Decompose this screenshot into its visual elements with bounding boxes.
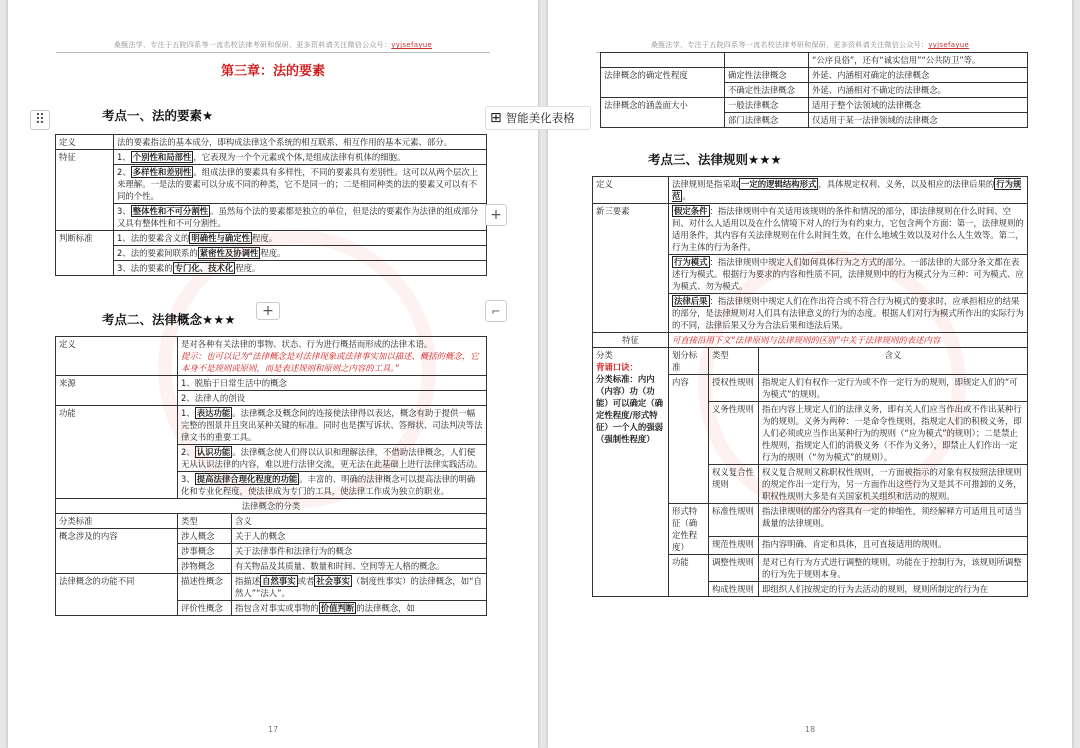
table-row [56,261,487,276]
page-18 [548,0,1072,748]
class-standard: 内容 [669,375,709,504]
class-meaning: 指内容明确、肯定和具体，且可直接适用的规则。 [759,536,1028,554]
function-item: 1、 表达功能 。法律概念及概念间的连接使法律得以表达，概念有助于提供一幅完整的图景并且突出某种关键的标准。同时也是撰写诉状、答辩状、司法判决等法律文书的重要工具。 [178,406,487,445]
mnemonic-title: 背诵口诀： [596,362,638,372]
table-row [601,98,1028,113]
definition-note: 提示：也可以记为“法律概念是对法律现象或法律事实加以描述、概括的概念，它本身不是规则或原则，而是表述规则和原则之内容的工具。” [181,351,479,373]
header-divider [56,52,490,53]
cell-text: 法律规则是指采取 一定的逻辑结构形式 ，具体规定权利、义务，以及相应的法律后果的 行为规范 。 [669,177,1028,204]
table-header-row [56,514,487,529]
page-17 [8,0,538,748]
class-meaning: 指在内容上规定人们的法律义务，即有关人们应当作出或不作出某种行为的规则。义务为两种：一是命令性规则，指规定人们的积极义务，即人们必须或应当作出某种行为的规则（“应为模式”的规则）；二是禁止性规则，指规定人们的消极义务（不作为义务），即禁止人们作出一定行为的规则（“勿为模式”的规则）。 [759,402,1028,465]
cell-label: 功能 [56,406,178,499]
class-type: 标准性规则 [709,504,759,537]
cell-label: 定义 [593,177,669,204]
table-row [56,165,487,204]
table-row [56,529,487,544]
class-type: 描述性概念 [178,574,232,601]
column-header: 含义 [232,514,487,529]
cell-label: 新三要素 [593,204,669,333]
table-row [593,177,1028,204]
feature-item: 1、 个别性和局部性 ，它表现为一个个元素或个体,是组成法律有机体的细胞。 [114,150,487,165]
kp2-title: 考点二、法律概念★★★ [102,312,236,327]
cell-label: 来源 [56,376,178,406]
table-row [56,150,487,165]
cell-label: 定义 [56,337,178,376]
chapter-title: 第三章：法的要素 [220,64,325,79]
class-meaning: 权义复合规则又称职权性规则，一方面被指示的对象有权按照法律规则的规定作出一定行为，另一方面作出这些行为又是其不可推卸的义务，职权性规则大多是有关国家机关组织和活动的规则。 [759,465,1028,504]
kp3-title: 考点三、法律规则★★★ [648,152,782,167]
page-header: 桑甄法学，专注于五院四系等一流名校法律考研和保研，更多资料请关注微信公众号：yyjsefayue [650,41,970,49]
table-row [56,574,487,601]
class-meaning: 仅适用于某一法律领域的法律概念 [809,113,1028,128]
class-meaning: 外延、内涵相对不确定的法律概念。 [809,83,1028,98]
table-header-row [593,348,1028,375]
cell [601,53,725,68]
class-type: 构成性规则 [709,582,759,597]
column-header: 分类标准 [56,514,178,529]
cell-text: 法的要素指法的基本成分，即构成法律这个系统的相互联系、相互作用的基本元素、部分。 [114,135,487,150]
class-type: 规范性规则 [709,536,759,554]
table-row [56,135,487,150]
column-header: 类型 [709,348,759,375]
class-meaning: 指规定人们有权作一定行为或不作一定行为的规则，即规定人们的“可为模式”的规则。 [759,375,1028,402]
element-item: 假定条件 ：指法律规则中有关适用该规则的条件和情况的部分，即法律规则在什么时间、空间、对什么人适用以及在什么情境下对人的行为有约束力，它包含两个方面：第一，法律规则的适用条件，其内容有关法律规则在什么时间生效，在什么地域生效以及对什么人生效等。第二，行为主体的行为条件。 [669,204,1028,255]
class-type: 评价性概念 [178,601,232,616]
cell-label: 特征 [56,150,114,231]
table-row [593,204,1028,255]
class-type: 权义复合性规则 [709,465,759,504]
cell-text: 2、法律人的创设 [178,391,487,406]
element-item: 行为模式 ：指法律规则中规定人们如何具体行为之方式的部分。一部法律的大部分条文都在表述行为模式。根据行为要求的内容和性质不同，法律规则中的行为模式分为三种：可为模式、应为模式、勿为模式。 [669,255,1028,294]
class-type: 涉物概念 [178,559,232,574]
table-row [56,246,487,261]
cell: “公序良俗”，还有“诚实信用”“公共防卫”等。 [809,53,1028,68]
class-meaning: 是对已有行为方式进行调整的规则，功能在于控制行为，该规则所调整的行为先于规则本身。 [759,555,1028,582]
column-header: 含义 [759,348,1028,375]
feature-item: 3、 整体性和不可分割性 。虽然每个法的要素都是独立的单位，但是法的要素作为法律的组成部分又具有整体性和不可分割性。 [114,204,487,231]
class-meaning: 指包含对事实或事物的 价值判断 的法律概念，如 [232,601,487,616]
class-type: 调整性规则 [709,555,759,582]
table-row [601,68,1028,83]
class-standard: 法律概念的功能不同 [56,574,178,616]
table-row [601,53,1028,68]
function-item: 3、 提高法律合理化程度的功能 。丰富的、明确的法律概念可以提高法律的明确化和专业化程度，使法律成为专门的工具，使法律工作成为独立的职业。 [178,472,487,499]
feature-note: 可直接沿用下文“法律原则与法律规则的区别”中关于法律规则的表述内容 [669,333,1028,348]
collapse-icon[interactable]: ⌐ [485,300,507,322]
class-type: 义务性规则 [709,402,759,465]
classification-title: 法律概念的分类 [56,499,487,514]
class-meaning: 关于人的概念 [232,529,487,544]
class-meaning: 外延、内涵相对确定的法律概念 [809,68,1028,83]
beautify-table-button[interactable] [485,106,591,130]
drag-handle-icon[interactable]: ⠿ [30,110,50,130]
kp1-title: 考点一、法的要素★ [102,108,214,123]
plus-icon[interactable]: + [485,204,507,226]
class-meaning: 指法律规则的部分内容具有一定的伸缩性，须经解释方可适用且可适当裁量的法律规则。 [759,504,1028,537]
class-standard: 法律概念的涵盖面大小 [601,98,725,128]
judge-item: 2、法的要素间联系的 紧密性及协调性 程度。 [114,246,487,261]
class-standard: 法律概念的确定性程度 [601,68,725,98]
page-number: 17 [267,725,279,734]
classification-cell: 分类 背诵口诀： 分类标准：内内（内容）功（功能）可以确定（确定性程度/形式特征）一个人的强弱（强制性程度） [593,348,669,597]
class-meaning: 指描述 自然事实 或者 社会事实 （制度性事实）的法律概念，如“自然人”“法人”。 [232,574,487,601]
cell-label: 特征 [593,333,669,348]
kp3-table [592,176,1028,597]
class-standard: 形式特征（确定性程度） [669,504,709,555]
class-type: 涉事概念 [178,544,232,559]
page-number: 18 [804,725,816,734]
cell-text: 1、脱胎于日常生活中的概念 [178,376,487,391]
table-row [56,204,487,231]
function-item: 2、 认识功能 。法律概念使人们得以认识和理解法律，不借助法律概念，人们便无从认识法律的内容，难以进行法律交流，更无法在此基础上进行法律实践活动。 [178,445,487,472]
beautify-table-label: 智能美化表格 [505,111,575,125]
class-type: 授权性规则 [709,375,759,402]
feature-item: 2、 多样性和差别性 。组成法律的要素具有多样性，不同的要素具有差别性。这可以从两个层次上来理解。一是法的要素可以分成不同的种类，它不是同一的；二是相同种类的法的要素又可以有不同的个性。 [114,165,487,204]
concept-table-continued [600,52,1028,128]
table-beautify-icon: ⊞ [490,110,502,126]
cell-text: 是对各种有关法律的事物、状态、行为进行概括而形成的法律术语。 提示：也可以记为“法律概念是对法律现象或法律事实加以描述、概括的概念，它本身不是规则或原则，而是表述规则和原则之内容的工具。” [178,337,487,376]
cell-label: 判断标准 [56,231,114,276]
class-type: 涉人概念 [178,529,232,544]
kp1-table [55,134,487,276]
judge-item: 3、法的要素的 专门化、技术化 程度。 [114,261,487,276]
class-meaning: 关于法律事件和法律行为的概念 [232,544,487,559]
class-meaning: 即组织人们按规定的行为去活动的规则，规则所制定的行为在 [759,582,1028,597]
mnemonic: 分类标准：内内（内容）功（功能）可以确定（确定性程度/形式特征）一个人的强弱（强制性程度） [596,374,663,444]
class-type: 确定性法律概念 [725,68,809,83]
class-type: 一般法律概念 [725,98,809,113]
kp2-table [55,336,487,616]
table-row [56,376,487,391]
table-row [56,406,487,445]
class-type: 部门法律概念 [725,113,809,128]
plus-icon[interactable]: + [256,302,280,320]
class-standard: 功能 [669,555,709,597]
class-standard: 概念涉及的内容 [56,529,178,574]
table-row [56,231,487,246]
page-header: 桑甄法学，专注于五院四系等一流名校法律考研和保研，更多资料请关注微信公众号：yyjsefayue [113,41,433,49]
column-header: 类型 [178,514,232,529]
table-row [593,333,1028,348]
column-header: 划分标准 [669,348,709,375]
cell-label: 定义 [56,135,114,150]
table-row [56,499,487,514]
cell [725,53,809,68]
class-meaning: 有关物品及其质量、数量和时间、空间等无人格的概念。 [232,559,487,574]
table-row [56,337,487,376]
judge-item: 1、法的要素含义的 明确性与确定性 程度。 [114,231,487,246]
class-meaning: 适用于整个法领域的法律概念 [809,98,1028,113]
element-item: 法律后果 ：指法律规则中规定人们在作出符合或不符合行为模式的要求时，应承担相应的结果的部分，是法律规则对人们具有法律意义的行为的态度。根据人们对行为模式所作出的实际行为的不同，法律后果又分为合法后果和违法后果。 [669,294,1028,333]
class-type: 不确定性法律概念 [725,83,809,98]
